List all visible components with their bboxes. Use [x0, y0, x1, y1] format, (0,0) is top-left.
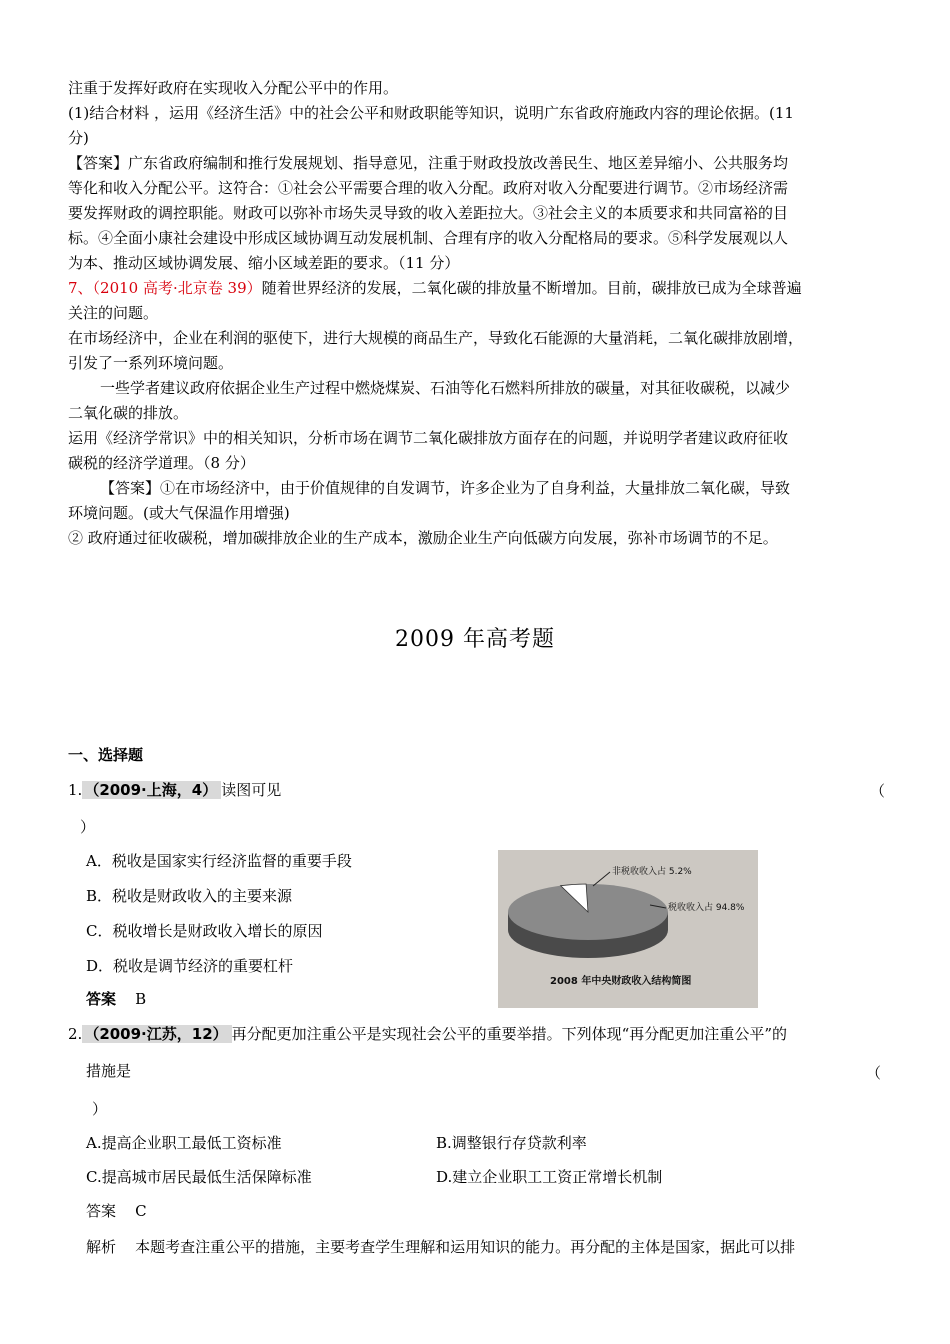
q2-paren-open: （: [866, 1064, 882, 1082]
q2-text: 再分配更加注重公平是实现社会公平的重要举措。下列体现“再分配更加注重公平”的: [231, 1025, 787, 1043]
q2-option-b: B.调整银行存贷款利率: [436, 1134, 587, 1152]
answer-value: B: [135, 990, 147, 1008]
q7-line: 引发了一系列环境问题。: [68, 354, 234, 372]
q7-source-tag: 7、（2010 高考·北京卷 39）: [68, 279, 262, 297]
q7-stem: [68, 276, 888, 301]
q2-option-c: C.提高城市居民最低生活保障标准: [86, 1168, 312, 1186]
q7-answer-line: ② 政府通过征收碳税，增加碳排放企业的生产成本，激励企业生产向低碳方向发展，弥补市场调节的不足。: [68, 529, 778, 547]
q7-line: 二氧化碳的排放。: [68, 404, 189, 422]
label-tax: 税收收入占 94.8%: [668, 903, 745, 913]
q1-source-tag: （2009·上海，4）: [82, 781, 221, 799]
q2-number: 2.: [68, 1025, 83, 1043]
answer-line: 等化和收入分配公平。这符合：①社会公平需要合理的收入分配。政府对收入分配要进行调节。②市场经济需: [68, 179, 789, 197]
question-line: (1)结合材料 ，运用《经济生活》中的社会公平和财政职能等知识，说明广东省政府施政内容的理论依据。(11: [68, 104, 794, 122]
section-title: 2009 年高考题: [395, 627, 555, 652]
q2-stem: [68, 1022, 888, 1047]
q2-stem-cont: 措施是: [86, 1062, 132, 1080]
q2-answer: [86, 1200, 147, 1222]
analysis-label: 解析: [86, 1238, 117, 1256]
pie-chart-figure: [498, 850, 758, 1008]
answer-line: 【答案】广东省政府编制和推行发展规划、指导意见，注重于财政投放改善民生、地区差异缩小、公共服务均: [68, 154, 789, 172]
q2-paren-close: ）: [92, 1100, 108, 1118]
q7-line: 在市场经济中，企业在利润的驱使下，进行大规模的商品生产，导致化石能源的大量消耗，二氧化碳排放剧增，: [68, 329, 804, 347]
q1-text: 读图可见: [221, 781, 282, 799]
section-heading: 一、选择题: [68, 746, 144, 764]
q1-answer: [86, 988, 146, 1010]
q7-line: 一些学者建议政府依据企业生产过程中燃烧煤炭、石油等化石燃料所排放的碳量，对其征收碳税，以减少: [100, 379, 791, 397]
q1-option-d: D．税收是调节经济的重要杠杆: [86, 957, 294, 975]
q1-option-a: A．税收是国家实行经济监督的重要手段: [86, 852, 352, 870]
chart-title: 2008 年中央财政收入结构简图: [550, 976, 692, 987]
analysis-text: 本题考查注重公平的措施，主要考查学生理解和运用知识的能力。再分配的主体是国家，据此可以排: [135, 1238, 796, 1256]
q7-answer-line: 【答案】①在市场经济中，由于价值规律的自发调节，许多企业为了自身利益，大量排放二氧化碳，导致: [100, 479, 791, 497]
q7-text: 随着世界经济的发展，二氧化碳的排放量不断增加。目前，碳排放已成为全球普遍: [261, 279, 802, 297]
intro-line: 注重于发挥好政府在实现收入分配公平中的作用。: [68, 79, 399, 97]
q7-answer-line: 环境问题。(或大气保温作用增强): [68, 504, 290, 522]
question-line: 分): [68, 129, 89, 147]
q7-line: 碳税的经济学道理。（8 分）: [68, 454, 255, 472]
answer-line: 为本、推动区域协调发展、缩小区域差距的要求。（11 分）: [68, 254, 460, 272]
label-leader-nontax: [593, 872, 610, 886]
q2-source-tag: （2009·江苏，12）: [82, 1025, 231, 1043]
q1-stem: [68, 778, 888, 803]
q7-line: 运用《经济学常识》中的相关知识，分析市场在调节二氧化碳排放方面存在的问题，并说明学者建议政府征收: [68, 429, 789, 447]
answer-label: 答案: [86, 1202, 117, 1220]
q1-number: 1.: [68, 781, 83, 799]
answer-label: 答案: [86, 990, 117, 1008]
q1-paren-close: ）: [80, 818, 96, 836]
q2-analysis: [86, 1236, 795, 1258]
pie-chart: [498, 850, 758, 1008]
q2-option-d: D.建立企业职工工资正常增长机制: [436, 1168, 663, 1186]
q7-line: 关注的问题。: [68, 304, 159, 322]
answer-line: 要发挥财政的调控职能。财政可以弥补市场失灵导致的收入差距拉大。③社会主义的本质要求和共同富裕的目: [68, 204, 789, 222]
answer-line: 标。④全面小康社会建设中形成区域协调互动发展机制、合理有序的收入分配格局的要求。⑤科学发展观以人: [68, 229, 789, 247]
q1-option-c: C．税收增长是财政收入增长的原因: [86, 922, 323, 940]
answer-value: C: [135, 1202, 147, 1220]
label-nontax: 非税收收入占 5.2%: [612, 867, 692, 877]
q2-option-a: A.提高企业职工最低工资标准: [86, 1134, 282, 1152]
q1-paren-open: （: [870, 782, 886, 800]
q1-option-b: B．税收是财政收入的主要来源: [86, 887, 293, 905]
